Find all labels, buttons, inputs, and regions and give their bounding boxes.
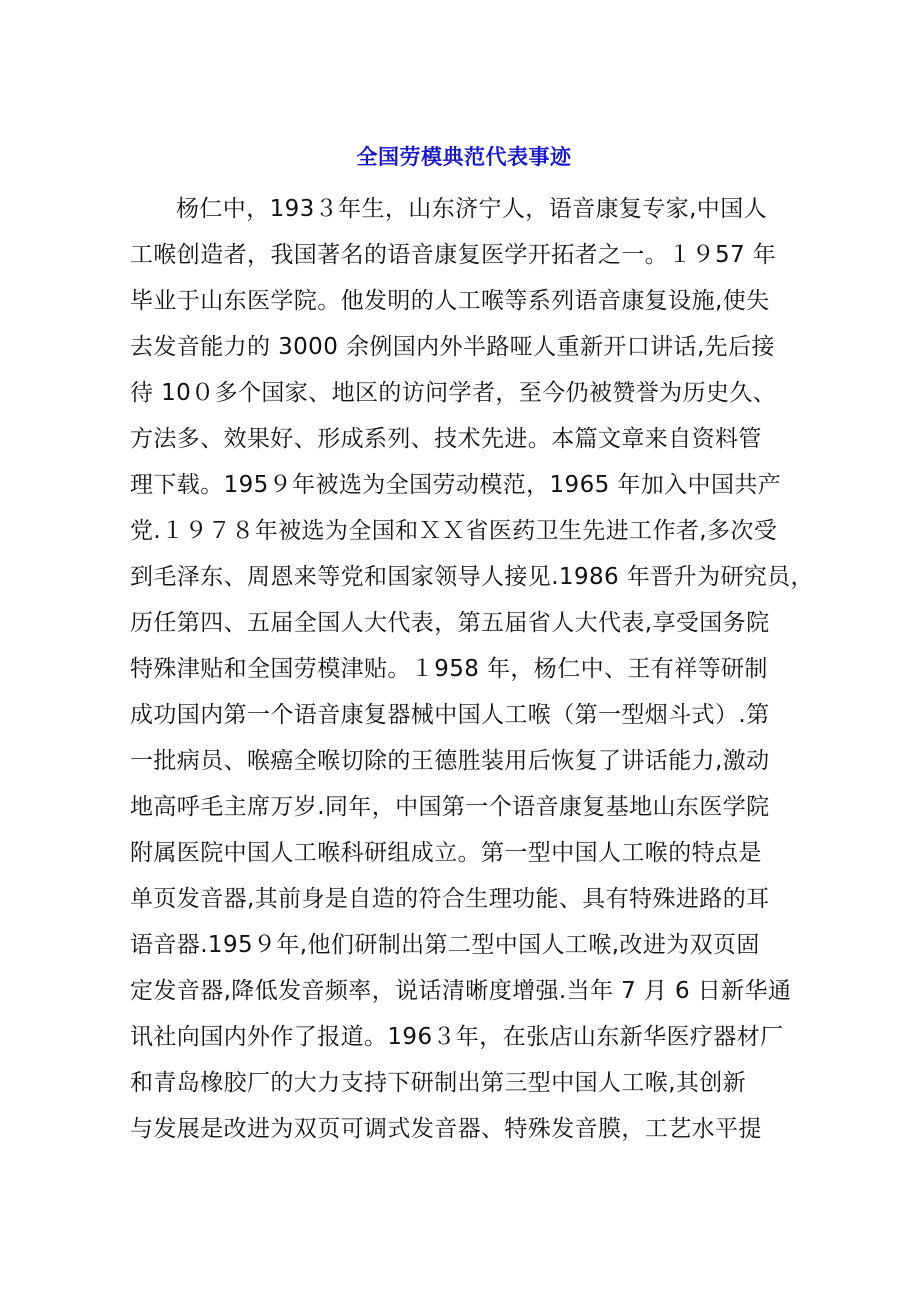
body-line: 毕业于山东医学院。他发明的人工喉等系列语音康复设施,使失 xyxy=(130,288,770,314)
body-line: 讯社向国内外作了报道。196３年，在张店山东新华医疗器材厂 xyxy=(130,1024,784,1050)
document-title: 全国劳模典范代表事迹 xyxy=(356,145,572,169)
body-line: 方法多、效果好、形成系列、技术先进。本篇文章来自资料管 xyxy=(130,426,762,452)
body-line: 待 10０多个国家、地区的访问学者，至今仍被赞誉为历史久、 xyxy=(130,380,777,406)
body-line: 附属医院中国人工喉科研组成立。第一型中国人工喉的特点是 xyxy=(130,840,762,866)
body-line: 去发音能力的 3000 余例国内外半路哑人重新开口讲话,先后接 xyxy=(130,334,775,360)
body-line: 一批病员、喉癌全喉切除的王德胜装用后恢复了讲话能力,激动 xyxy=(130,748,770,774)
body-line: 单页发音器,其前身是自造的符合生理功能、具有特殊进路的耳 xyxy=(130,886,770,912)
body-line: 与发展是改进为双页可调式发音器、特殊发音膜，工艺水平提 xyxy=(130,1116,762,1142)
body-line: 党.１９７８年被选为全国和ＸＸ省医药卫生先进工作者,多次受 xyxy=(130,518,778,544)
body-line: 成功国内第一个语音康复器械中国人工喉（第一型烟斗式）.第 xyxy=(130,702,770,728)
body-line: 特殊津贴和全国劳模津贴。１958 年，杨仁中、王有祥等研制 xyxy=(130,656,768,682)
body-line: 理下载。195９年被选为全国劳动模范，1965 年加入中国共产 xyxy=(130,472,782,498)
document-body xyxy=(130,186,830,1152)
body-line: 定发音器,降低发音频率，说话清晰度增强.当年 7 月 6 日新华通 xyxy=(130,978,792,1004)
body-line: 和青岛橡胶厂的大力支持下研制出第三型中国人工喉,其创新 xyxy=(130,1070,747,1096)
body-line: 地高呼毛主席万岁.同年，中国第一个语音康复基地山东医学院 xyxy=(130,794,770,820)
body-line: 工喉创造者，我国著名的语音康复医学开拓者之一。１９57 年 xyxy=(130,242,777,268)
body-line: 语音器.195９年,他们研制出第二型中国人工喉,改进为双页固 xyxy=(130,932,760,958)
body-line: 杨仁中，193３年生，山东济宁人，语音康复专家,中国人 xyxy=(176,196,768,222)
body-line: 历任第四、五届全国人大代表，第五届省人大代表,享受国务院 xyxy=(130,610,770,636)
body-line: 到毛泽东、周恩来等党和国家领导人接见.1986 年晋升为研究员， xyxy=(130,564,814,590)
